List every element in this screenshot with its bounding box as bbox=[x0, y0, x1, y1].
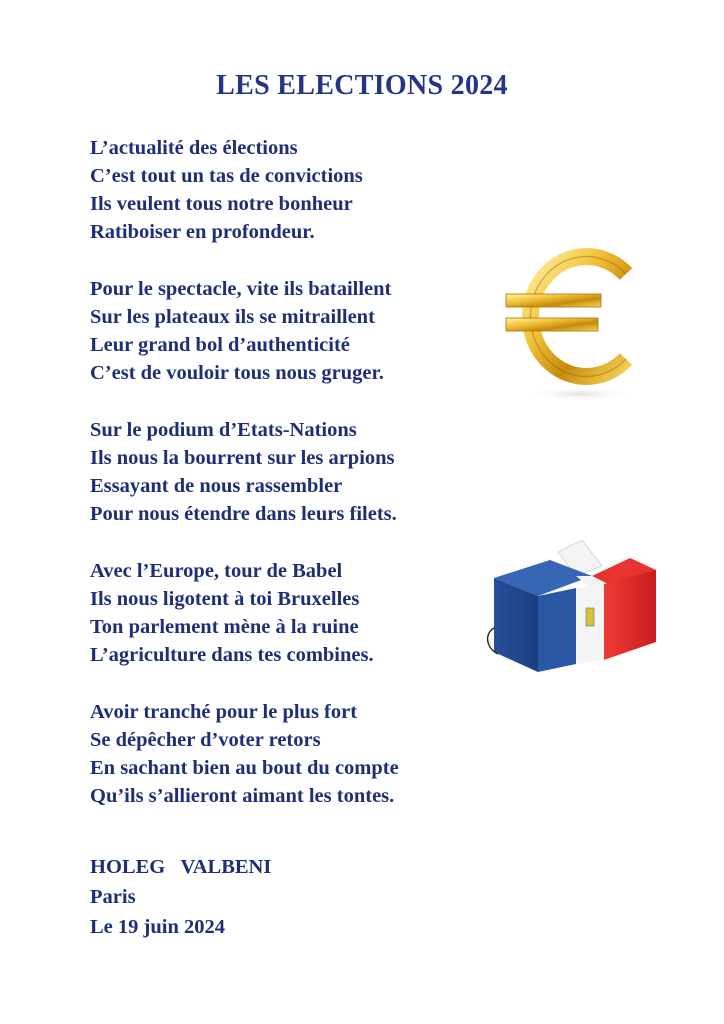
poem-line: Se dépêcher d’voter retors bbox=[90, 729, 321, 751]
poem-line: Qu’ils s’allieront aimant les tontes. bbox=[90, 785, 395, 807]
signature-block bbox=[90, 852, 271, 942]
poem-line: Ils veulent tous notre bonheur bbox=[90, 193, 353, 215]
poem-title: LES ELECTIONS 2024 bbox=[216, 70, 508, 101]
stanza-4 bbox=[90, 557, 490, 669]
stanza-5 bbox=[90, 698, 490, 810]
euro-sign-icon bbox=[498, 244, 648, 404]
poem-line: C’est tout un tas de convictions bbox=[90, 165, 363, 187]
poem-line: Ils nous la bourrent sur les arpions bbox=[90, 447, 395, 469]
poem-line: Leur grand bol d’authenticité bbox=[90, 334, 350, 356]
poem-line: En sachant bien au bout du compte bbox=[90, 757, 399, 779]
date: Le 19 juin 2024 bbox=[90, 916, 225, 938]
poem-line: Pour le spectacle, vite ils bataillent bbox=[90, 278, 392, 300]
ballot-box-icon bbox=[480, 536, 680, 686]
poem-body bbox=[90, 134, 490, 839]
poem-line: Ils nous ligotent à toi Bruxelles bbox=[90, 588, 360, 610]
poem-line: Avoir tranché pour le plus fort bbox=[90, 701, 358, 723]
author-name: HOLEG VALBENI bbox=[90, 856, 272, 878]
place: Paris bbox=[90, 886, 136, 908]
poem-line: Sur les plateaux ils se mitraillent bbox=[90, 306, 375, 328]
poem-line: Ton parlement mène à la ruine bbox=[90, 616, 359, 638]
stanza-1 bbox=[90, 134, 490, 246]
poem-line: Pour nous étendre dans leurs filets. bbox=[90, 503, 397, 525]
poem-line: Ratiboiser en profondeur. bbox=[90, 221, 315, 243]
poem-line: Avec l’Europe, tour de Babel bbox=[90, 560, 343, 582]
poem-line: C’est de vouloir tous nous gruger. bbox=[90, 362, 384, 384]
stanza-2 bbox=[90, 275, 490, 387]
poem-line: Sur le podium d’Etats-Nations bbox=[90, 419, 357, 441]
poem-line: L’agriculture dans tes combines. bbox=[90, 644, 374, 666]
poem-line: Essayant de nous rassembler bbox=[90, 475, 343, 497]
stanza-3 bbox=[90, 416, 490, 528]
poem-line: L’actualité des élections bbox=[90, 137, 298, 159]
